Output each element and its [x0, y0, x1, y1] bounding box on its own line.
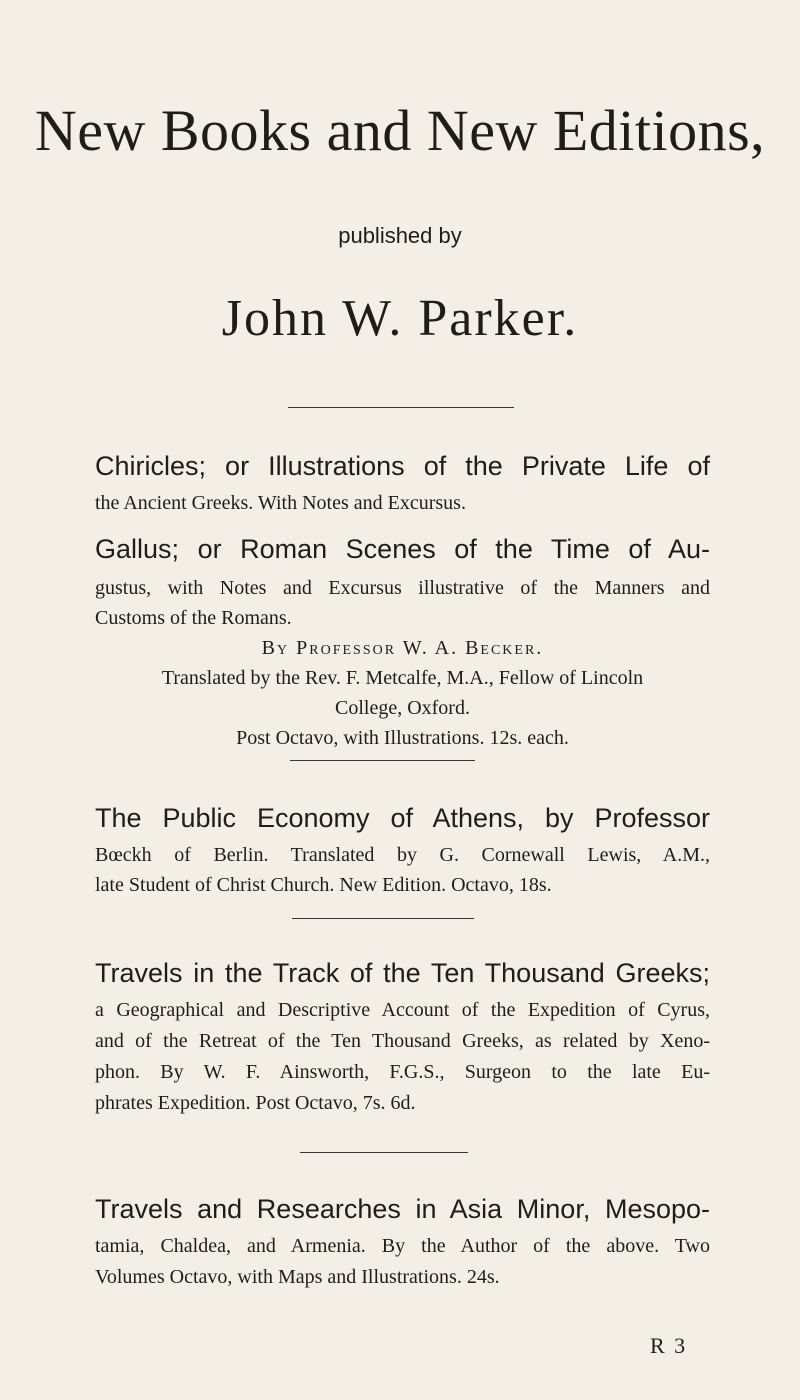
entry-text-line: gustus, with Notes and Excursus illustrative of the Manners and [95, 577, 710, 599]
entry-text-line: College, Oxford. [335, 697, 470, 719]
entry-heading: The Public Economy of Athens, by Professor [95, 803, 710, 833]
entry-heading: Travels in the Track of the Ten Thousand Greeks; [95, 958, 710, 988]
entry-text-line: Customs of the Romans. [95, 607, 292, 629]
section-divider [292, 918, 474, 919]
entry-ten-thousand-greeks [95, 960, 710, 1124]
entry-heading: Chiricles; or Illustrations of the Private Life of [95, 451, 710, 481]
entry-text-line: phon. By W. F. Ainsworth, F.G.S., Surgeon to the late Eu- [95, 1061, 710, 1083]
signature-mark: R 3 [650, 1333, 688, 1358]
section-divider [300, 1152, 468, 1153]
entry-asia-minor [95, 1196, 710, 1298]
entry-price-line: Post Octavo, with Illustrations. 12s. each. [236, 727, 569, 749]
entry-text-line: tamia, Chaldea, and Armenia. By the Author of the above. Two [95, 1235, 710, 1257]
entry-heading: Travels and Researches in Asia Minor, Mesopo- [95, 1194, 710, 1224]
page-title: New Books and New Editions, [34, 98, 766, 163]
entry-charicles [95, 453, 710, 523]
entry-text-line: the Ancient Greeks. With Notes and Excursus. [95, 492, 466, 514]
entry-price-line: phrates Expedition. Post Octavo, 7s. 6d. [95, 1092, 416, 1114]
entry-author-line: By Professor W. A. Becker. [261, 637, 544, 659]
section-divider [288, 407, 514, 408]
entry-heading: Gallus; or Roman Scenes of the Time of Au- [95, 534, 710, 564]
entry-gallus [95, 536, 710, 758]
page-subtitle: published by [338, 223, 462, 248]
entry-text-line: late Student of Christ Church. New Edition. Octavo, 18s. [95, 874, 552, 896]
entry-public-economy [95, 805, 710, 905]
entry-text-line: and of the Retreat of the Ten Thousand Greeks, as related by Xeno- [95, 1030, 710, 1052]
publisher-name: John W. Parker. [221, 290, 579, 347]
entry-text-line: Translated by the Rev. F. Metcalfe, M.A., Fellow of Lincoln [161, 667, 644, 689]
entry-text-line: a Geographical and Descriptive Account of the Expedition of Cyrus, [95, 999, 710, 1021]
entry-text-line: Bœckh of Berlin. Translated by G. Cornewall Lewis, A.M., [95, 844, 710, 866]
entry-price-line: Volumes Octavo, with Maps and Illustrations. 24s. [95, 1266, 500, 1288]
section-divider [290, 760, 475, 761]
